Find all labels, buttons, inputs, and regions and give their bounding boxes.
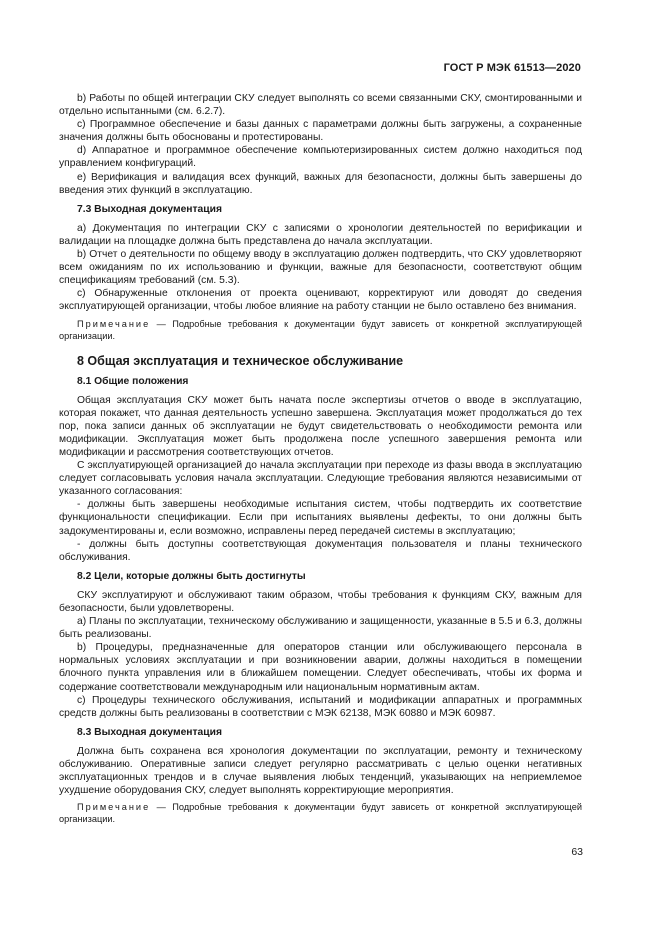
paragraph-7-3-c: c) Обнаруженные отклонения от проекта оценивают, корректируют или доводят до сведения эксплуатирующей организации, чтобы любое влияние на работу станции не было оставлено без внимания. [59,288,582,313]
note-7-3 [59,318,582,342]
note-text: — Подробные требования к документации будут зависеть от конкретной эксплуатирующей организации. [59,802,582,825]
standard-header: ГОСТ Р МЭК 61513—2020 [443,62,581,74]
paragraph-7-2-b: b) Работы по общей интеграции СКУ следует выполнять со всеми связанными СКУ, смонтированными и отдельно испытанными (см. 6.2.7). [59,93,582,118]
paragraph-8-2-a: a) Планы по эксплуатации, техническому обслуживанию и защищенности, указанные в 5.5 и 6.3, должны быть реализованы. [59,616,582,641]
paragraph-7-3-a: a) Документация по интеграции СКУ с записями о хронологии деятельностей по верификации и валидации на площадке должна быть представлена до начала эксплуатации. [59,222,582,247]
document-body [59,92,582,825]
paragraph-8-2-b: b) Процедуры, предназначенные для операторов станции или обслуживающего персонала в нормальных условиях эксплуатации и при возникновении аварии, должны находиться в помещении блочного пункта управления или в ближайшем помещении. Следует обеспечивать, чтобы их форма и содержание соответствовали международным или национальным нормативным актам. [59,642,582,693]
paragraph-7-2-d: d) Аппаратное и программное обеспечение компьютеризированных систем должно находиться под управлением конфигураций. [59,145,582,170]
paragraph-8-2-c: c) Процедуры технического обслуживания, испытаний и модификации аппаратных и программных средств должны быть реализованы в соответствии с МЭК 62138, МЭК 60880 и МЭК 60987. [59,694,582,719]
paragraph-8-3: Должна быть сохранена вся хронология документации по эксплуатации, ремонту и техническому обслуживанию. Оперативные записи следует регулярно рассматривать с целью оценки негативных эксплуатационных трендов и в случае выявления любых тенденций, указывающих на неприемлемое ухудшение оборудования СКУ, следует выполнять корректирующие мероприятия. [59,745,582,797]
heading-section-8: 8 Общая эксплуатация и техническое обслуживание [77,353,404,368]
paragraph-7-3-b: b) Отчет о деятельности по общему вводу в эксплуатацию должен подтвердить, что СКУ удовлетворяют всем ожиданиям по их использованию и функции, важные для безопасности, соответствуют общим спецификациям требований (см. 5.3). [59,249,582,287]
note-8-3 [59,801,582,825]
paragraph-8-2-intro: СКУ эксплуатируют и обслуживают таким образом, чтобы требования к функциям СКУ, важным для безопасности, были удовлетворены. [59,589,582,614]
heading-8-3: 8.3 Выходная документация [77,726,222,738]
paragraph-8-1-1: Общая эксплуатация СКУ может быть начата после экспертизы отчетов о вводе в эксплуатацию, которая покажет, что данная деятельность успешно завершена. Эксплуатация может продолжаться до тех пор, пока записи данных об эксплуатации не будут свидетельствовать о необходимости ремонта или модификации. Эксплуатация может быть продолжена после успешного завершения ремонта или модификации и рассмотрения соответствующих отчетов. [59,394,582,458]
heading-7-3: 7.3 Выходная документация [77,203,222,215]
note-text: — Подробные требования к документации будут зависеть от конкретной эксплуатирующей организации. [59,318,582,341]
note-label: Примечание [77,802,151,813]
note-label: Примечание [77,318,151,329]
heading-8-1: 8.1 Общие положения [77,375,189,387]
paragraph-8-1-item-1: - должны быть завершены необходимые испытания систем, чтобы подтвердить их соответствие функциональности спецификации. Если при испытаниях выявлены дефекты, то они должны быть задокументированы и, если возможно, исправлены перед передачей системы в эксплуатацию; [59,499,582,537]
page-number: 63 [571,846,583,858]
paragraph-8-1-item-2: - должны быть доступны соответствующая документация пользователя и планы технического обслуживания. [59,538,582,563]
paragraph-7-2-e: e) Верификация и валидация всех функций, важных для безопасности, должны быть завершены до введения этих функций в эксплуатацию. [59,171,582,196]
paragraph-8-1-2: С эксплуатирующей организацией до начала эксплуатации при переходе из фазы ввода в эксплуатацию следует согласовывать условия начала эксплуатации. Следующие требования являются независимыми от указанного согласования: [59,460,582,498]
heading-8-2: 8.2 Цели, которые должны быть достигнуты [77,570,306,582]
paragraph-7-2-c: c) Программное обеспечение и базы данных с параметрами должны быть загружены, а сохраненные значения должны быть обоснованы и протестированы. [59,119,582,144]
